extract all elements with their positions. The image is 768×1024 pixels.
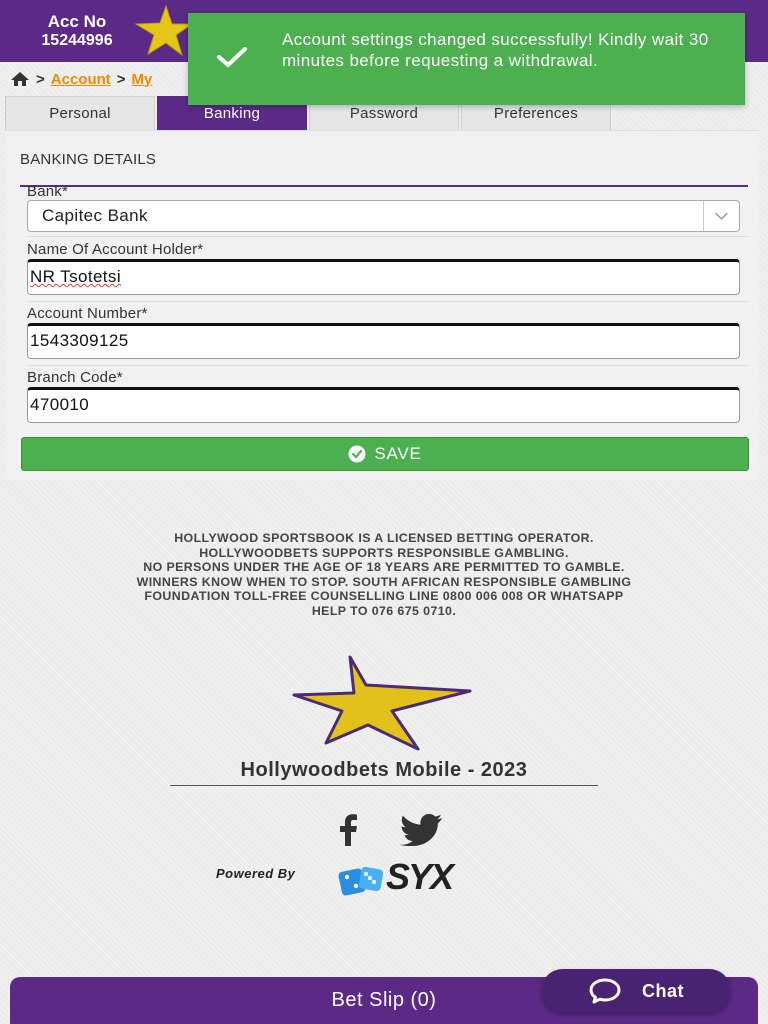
field-divider [27,301,749,302]
disclaimer-line: HELP TO 076 675 0710. [311,603,457,618]
breadcrumb-separator: > [116,70,126,88]
footer-title: Hollywoodbets Mobile - 2023 [170,758,598,786]
success-toast[interactable] [188,13,745,105]
tab-banking[interactable]: Banking [157,96,307,130]
account-number-input-value: 1543309125 [30,331,129,350]
syx-logo-text: SYX [386,856,453,897]
account-holder-input[interactable] [27,259,740,295]
breadcrumb-my-link[interactable]: My [131,70,153,88]
hollywoodbets-star-footer-logo [292,655,472,751]
banking-details-panel [5,130,759,480]
account-holder-value: NR Tsotetsi [30,267,122,286]
chat-button[interactable] [541,969,731,1013]
chat-bubble-icon [588,978,622,1004]
account-number-value: 15244996 [41,32,113,49]
powered-by-label: Powered By [216,866,296,881]
disclaimer-line: NO PERSONS UNDER THE AGE OF 18 YEARS ARE PERMITTED TO GAMBLE. [143,560,625,575]
chat-label: Chat [642,980,684,1001]
account-number-label: Acc No [47,12,107,31]
breadcrumb-separator: > [36,70,45,88]
save-button[interactable] [21,437,749,471]
twitter-icon[interactable] [396,814,444,846]
disclaimer-line: HOLLYWOOD SPORTSBOOK IS A LICENSED BETTING OPERATOR. [174,531,594,545]
account-number-input[interactable] [27,323,740,359]
branch-code-value: 470010 [30,395,90,414]
section-title: BANKING DETAILS [20,151,748,187]
disclaimer-line: WINNERS KNOW WHEN TO STOP. SOUTH AFRICAN RESPONSIBLE GAMBLING [136,574,632,589]
hollywoodbets-star-logo[interactable] [132,4,194,58]
field-divider [27,236,749,237]
chevron-down-icon [703,201,739,231]
check-circle-icon [348,445,366,463]
home-icon[interactable] [10,71,30,87]
field-divider [27,365,749,366]
account-number-block [22,12,132,50]
tab-password[interactable]: Password [309,96,459,130]
save-button-label: SAVE [374,444,422,463]
bank-select[interactable] [27,200,740,232]
toast-message: Account settings changed successfully! Kindly wait 30 minutes before requesting a withdrawal. [282,30,709,70]
bank-label: Bank* [27,183,69,200]
disclaimer-line: FOUNDATION TOLL-FREE COUNSELLING LINE 0800 006 008 OR WHATSAPP [144,589,624,604]
bet-slip-label: Bet Slip (0) [331,989,437,1011]
tab-personal[interactable]: Personal [5,96,155,130]
branch-code-input[interactable] [27,387,740,423]
disclaimer-line: HOLLYWOODBETS SUPPORTS RESPONSIBLE GAMBLING. [199,545,569,560]
check-icon [216,45,248,69]
breadcrumb-account-link[interactable]: Account [50,70,111,88]
facebook-icon[interactable] [333,814,363,846]
responsible-gambling-disclaimer [20,531,748,619]
account-number-field-label: Account Number* [27,305,148,322]
tab-preferences[interactable]: Preferences [461,96,611,130]
breadcrumb [10,69,152,89]
bank-select-value: Capitec Bank [42,206,148,225]
branch-code-label: Branch Code* [27,369,123,386]
account-holder-label: Name Of Account Holder* [27,241,204,258]
